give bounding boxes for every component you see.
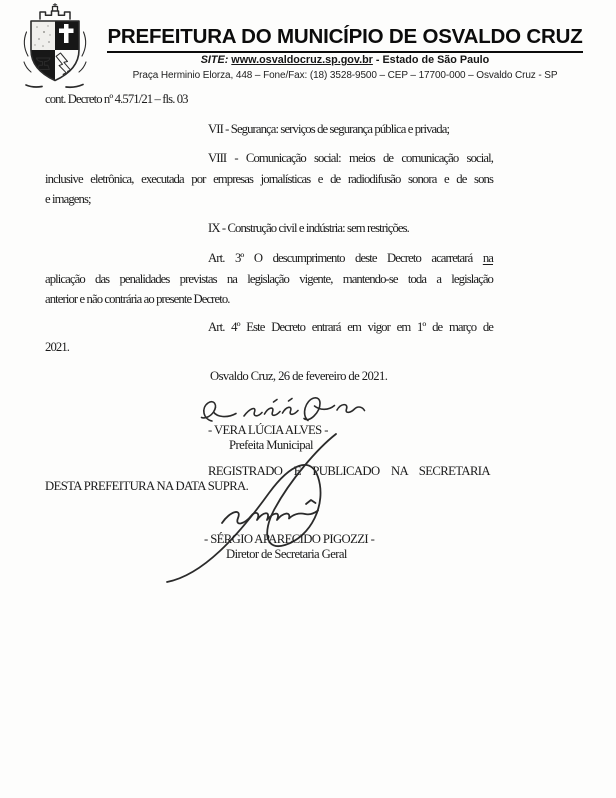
site-url: www.osvaldocruz.sp.gov.br [231,54,373,66]
secretary-title: Diretor de Secretaria Geral [226,547,347,561]
article-3-text: Art. 3º O descumprimento deste Decreto acarretará [208,251,473,265]
item-ix: IX - Construção civil e indústria: sem restrições. [208,221,409,235]
header-address: Praça Herminio Elorza, 448 – Fone/Fax: (18) 3528-9500 – CEP – 17700-000 – Osvaldo Cruz - SP [132,70,558,81]
item-viii-line1: VIII - Comunicação social: meios de comunicação social, [208,151,493,165]
header-site-line [86,54,604,66]
article-3-line3: anterior e não contrária ao presente Decreto. [45,292,230,306]
secretary-name: - SÉRGIO APARECIDO PIGOZZI - [204,532,375,546]
article-4-line1: Art. 4º Este Decreto entrará em vigor em 1º de março de [208,320,493,334]
article-3-line2: aplicação das penalidades previstas na legislação vigente, mantendo-se toda a legislação [45,271,493,286]
site-label: SITE: [200,54,229,66]
registered-line1: REGISTRADO E PUBLICADO NA SECRETARIA [208,464,490,478]
mayor-title: Prefeita Municipal [229,438,313,452]
item-viii-line2: inclusive eletrônica, executada por empresas jornalísticas e de radiodifusão sonora e de sons [45,171,493,186]
item-vii: VII - Segurança: serviços de segurança pública e privada; [208,122,450,136]
header-title-text: PREFEITURA DO MUNICÍPIO DE OSVALDO CRUZ [107,25,582,53]
registered-line2: DESTA PREFEITURA NA DATA SUPRA. [45,479,249,493]
item-viii-line3: e imagens; [45,192,91,206]
continuation-note: cont. Decreto nº 4.571/21 – fls. 03 [45,92,188,106]
article-4-line2: 2021. [45,340,70,354]
site-region: - Estado de São Paulo [375,54,490,66]
mayor-name: - VERA LÚCIA ALVES - [208,423,328,437]
article-3-line1 [45,251,493,266]
header-title [86,25,604,53]
article-3-underlined-word: na [482,251,493,265]
coat-of-arms-icon [14,2,96,90]
place-date-line: Osvaldo Cruz, 26 de fevereiro de 2021. [210,369,388,383]
